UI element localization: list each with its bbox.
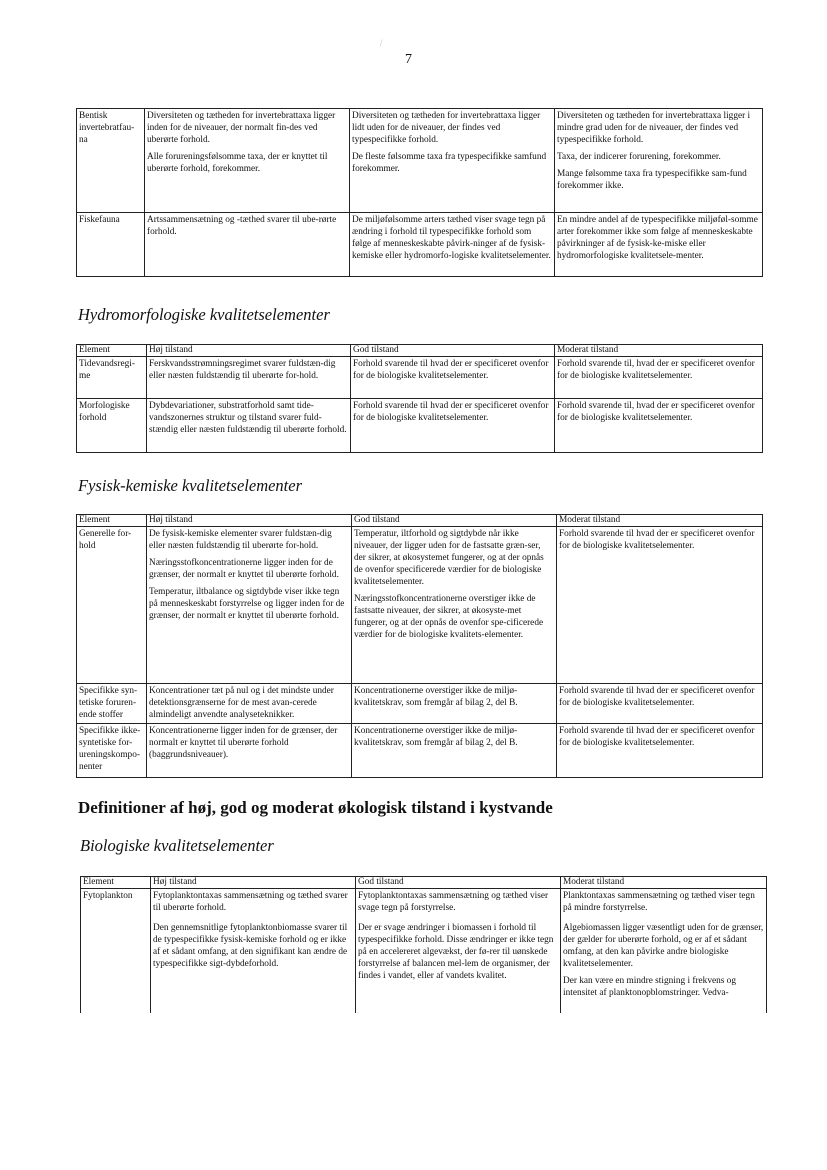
cell-paragraph: Næringsstofkoncentrationerne overstiger ikke de fastsatte niveauer, der sikrer, at økosyste-met fungerer, og at der opnås de ovenfor spe-cificerede værdier for de biologiske kvalitets-elementer.: [354, 594, 544, 640]
cell-paragraph: Der er svage ændringer i biomassen i forhold til typespecifikke forhold. Disse ændringer er ikke tegn på en accelereret algevækst, der fø-rer til uønskede forstyrrelse af balancen mel-lem de organismer, der findes i vandet, eller af vandets kvalitet.: [358, 923, 554, 981]
column-header: Element: [77, 345, 147, 357]
cell-paragraph: Diversiteten og tætheden for invertebrattaxa ligger i mindre grad uden for de niveauer, der findes ved typespecifikke forhold.: [557, 111, 751, 145]
cell-paragraph: Forhold svarende til, hvad der er specificeret ovenfor for de biologiske kvalitetselementer.: [557, 401, 755, 423]
element-cell: Fytoplankton: [81, 889, 151, 1013]
moderat-cell: [555, 399, 763, 453]
page-number: 7: [405, 52, 412, 67]
cell-paragraph: Forhold svarende til hvad der er specificeret ovenfor for de biologiske kvalitetselementer.: [353, 359, 549, 381]
cell-paragraph: De fleste følsomme taxa fra typespecifikke samfund forekommer.: [352, 152, 547, 174]
table-row: [77, 357, 763, 399]
cell-paragraph: Mange følsomme taxa fra typespecifikke sam-fund forekommer ikke.: [557, 169, 747, 191]
god-cell: [352, 527, 557, 684]
physicochemical-table: [76, 514, 763, 778]
column-header: Høj tilstand: [147, 515, 352, 527]
cell-paragraph: Forhold svarende til hvad der er specificeret ovenfor for de biologiske kvalitetselementer.: [559, 529, 755, 551]
table-row: [77, 684, 763, 724]
element-cell: Generelle for-hold: [77, 527, 147, 684]
moderat-cell: [557, 527, 763, 684]
hoj-cell: [147, 527, 352, 684]
cell-paragraph: Fytoplanktontaxas sammensætning og tæthed svarer til uberørte forhold.: [153, 891, 348, 913]
element-cell: Fiskefauna: [77, 213, 145, 277]
table-header-row: [81, 877, 767, 889]
column-header: God tilstand: [352, 515, 557, 527]
bleed-mark: /: [380, 38, 383, 48]
column-header: God tilstand: [351, 345, 555, 357]
god-cell: [350, 109, 555, 213]
element-cell: Tidevandsregi-me: [77, 357, 147, 399]
benthic-fish-table: [76, 108, 763, 277]
cell-paragraph: Koncentrationerne overstiger ikke de miljø-kvalitetskrav, som fremgår af bilag 2, del B.: [354, 726, 518, 748]
hoj-cell: [147, 357, 351, 399]
definitions-heading: Definitioner af høj, god og moderat økologisk tilstand i kystvande: [78, 798, 553, 817]
element-cell: Morfologiske forhold: [77, 399, 147, 453]
cell-paragraph: Alle forureningsfølsomme taxa, der er knyttet til uberørte forhold, forekommer.: [147, 152, 328, 174]
hoj-cell: [145, 109, 350, 213]
hoj-cell: [147, 724, 352, 778]
cell-paragraph: Artssammensætning og -tæthed svarer til ube-rørte forhold.: [147, 215, 337, 237]
element-cell: Specifikke syn-tetiske foruren-ende stoffer: [77, 684, 147, 724]
moderat-cell: [561, 889, 767, 1013]
god-cell: [351, 357, 555, 399]
element-cell: Specifikke ikke-syntetiske for-ureningskompo-nenter: [77, 724, 147, 778]
cell-paragraph: En mindre andel af de typespecifikke miljøføl-somme arter forekommer ikke som følge af menneskeskabte påvirkninger af de fysisk-ke-miske eller hydromorfologiske kvalitetsele-menter.: [557, 215, 758, 261]
table-row: [77, 724, 763, 778]
cell-paragraph: Diversiteten og tætheden for invertebrattaxa ligger lidt uden for de niveauer, der findes ved typespecifikke forhold.: [352, 111, 541, 145]
table-row: [77, 109, 763, 213]
table-header-row: [77, 515, 763, 527]
cell-paragraph: Næringsstofkoncentrationerne ligger inden for de grænser, der normalt er knyttet til uberørte forhold.: [149, 558, 339, 580]
cell-paragraph: Forhold svarende til hvad der er specificeret ovenfor for de biologiske kvalitetselementer.: [559, 686, 755, 708]
cell-paragraph: Den gennemsnitlige fytoplanktonbiomasse svarer til de typespecifikke fysisk-kemiske forhold og er ikke af et sådant omfang, at den signifikant kan ændre de typespecifikke sigt-dybdeforhold.: [153, 923, 348, 969]
cell-paragraph: Temperatur, iltforhold og sigtdybde når ikke niveauer, der ligger uden for de fastsatte græn-ser, der sikrer, at økosystemet fungerer, og at der opnås de ovenfor specificerede værdier for de biologiske kvalitetselementer.: [354, 529, 544, 587]
column-header: Moderat tilstand: [561, 877, 767, 889]
moderat-cell: [557, 684, 763, 724]
moderat-cell: [555, 109, 763, 213]
cell-paragraph: Diversiteten og tætheden for invertebrattaxa ligger inden for de niveauer, der normalt fin-des ved uberørte forhold.: [147, 111, 336, 145]
cell-paragraph: Ferskvandsstrømningsregimet svarer fuldstæn-dig eller næsten fuldstændig til uberørte for-hold.: [149, 359, 336, 381]
hoj-cell: [151, 889, 356, 1013]
hoj-cell: [147, 684, 352, 724]
cell-paragraph: Taxa, der indicerer forurening, forekommer.: [557, 152, 721, 162]
element-cell: Bentisk invertebratfau-na: [77, 109, 145, 213]
cell-paragraph: Der kan være en mindre stigning i frekvens og intensitet af planktonopblomstringer. Vedva-: [563, 976, 736, 998]
cell-paragraph: Koncentrationerne overstiger ikke de miljø-kvalitetskrav, som fremgår af bilag 2, del B.: [354, 686, 518, 708]
hoj-cell: [147, 399, 351, 453]
god-cell: [352, 724, 557, 778]
god-cell: [352, 684, 557, 724]
section-heading-hydromorphology: Hydromorfologiske kvalitetselementer: [78, 305, 330, 324]
table-row: [77, 213, 763, 277]
cell-paragraph: De miljøfølsomme arters tæthed viser svage tegn på ændring i forhold til typespecifikke forhold som følge af menneskeskabte påvirk-ninger af de fysisk-kemiske eller hydromorfo-logiske kvalitetselementer.: [352, 215, 551, 261]
table-row: [77, 527, 763, 684]
cell-paragraph: Planktontaxas sammensætning og tæthed viser tegn på mindre forstyrrelse.: [563, 891, 755, 913]
column-header: Element: [77, 515, 147, 527]
hoj-cell: [145, 213, 350, 277]
cell-paragraph: Algebiomassen ligger væsentligt uden for de grænser, der gælder for uberørte forhold, og er af et sådant omfang, at den kan påvirke andre biologiske kvalitetselementer.: [563, 923, 764, 969]
section-heading-biological: Biologiske kvalitetselementer: [80, 836, 274, 855]
moderat-cell: [555, 357, 763, 399]
cell-paragraph: Temperatur, iltbalance og sigtdybde viser ikke tegn på menneskeskabt forstyrrelse og ligger inden for de grænser, der normalt er knyttet til uberørte forhold.: [149, 587, 345, 621]
column-header: Moderat tilstand: [557, 515, 763, 527]
cell-paragraph: Koncentrationerne ligger inden for de grænser, der normalt er knyttet til uberørte forhold (baggrundsniveauer).: [149, 726, 338, 760]
cell-paragraph: Forhold svarende til, hvad der er specificeret ovenfor for de biologiske kvalitetselementer.: [557, 359, 755, 381]
table-row: [77, 399, 763, 453]
god-cell: [351, 399, 555, 453]
column-header: Moderat tilstand: [555, 345, 763, 357]
column-header: Element: [81, 877, 151, 889]
cell-paragraph: De fysisk-kemiske elementer svarer fuldstæn-dig eller næsten fuldstændig til uberørte for-hold.: [149, 529, 332, 551]
god-cell: [350, 213, 555, 277]
moderat-cell: [557, 724, 763, 778]
biological-table: [80, 876, 767, 1013]
column-header: Høj tilstand: [151, 877, 356, 889]
god-cell: [356, 889, 561, 1013]
cell-paragraph: Dybdevariationer, substratforhold samt tide-vandszonernes struktur og tilstand svarer fuld-stændig eller næsten fuldstændig til uberørte forhold.: [149, 401, 347, 435]
cell-paragraph: Fytoplanktontaxas sammensætning og tæthed viser svage tegn på forstyrrelse.: [358, 891, 549, 913]
cell-paragraph: Koncentrationer tæt på nul og i det mindste under detektionsgrænserne for de mest avan-cerede almindeligt anvendte analyseteknikker.: [149, 686, 334, 720]
moderat-cell: [555, 213, 763, 277]
hydromorphology-table: [76, 344, 763, 453]
column-header: God tilstand: [356, 877, 561, 889]
cell-paragraph: Forhold svarende til hvad der er specificeret ovenfor for de biologiske kvalitetselementer.: [353, 401, 549, 423]
table-header-row: [77, 345, 763, 357]
section-heading-physicochemical: Fysisk-kemiske kvalitetselementer: [78, 476, 303, 495]
cell-paragraph: Forhold svarende til hvad der er specificeret ovenfor for de biologiske kvalitetselementer.: [559, 726, 755, 748]
table-row: [81, 889, 767, 1013]
column-header: Høj tilstand: [147, 345, 351, 357]
